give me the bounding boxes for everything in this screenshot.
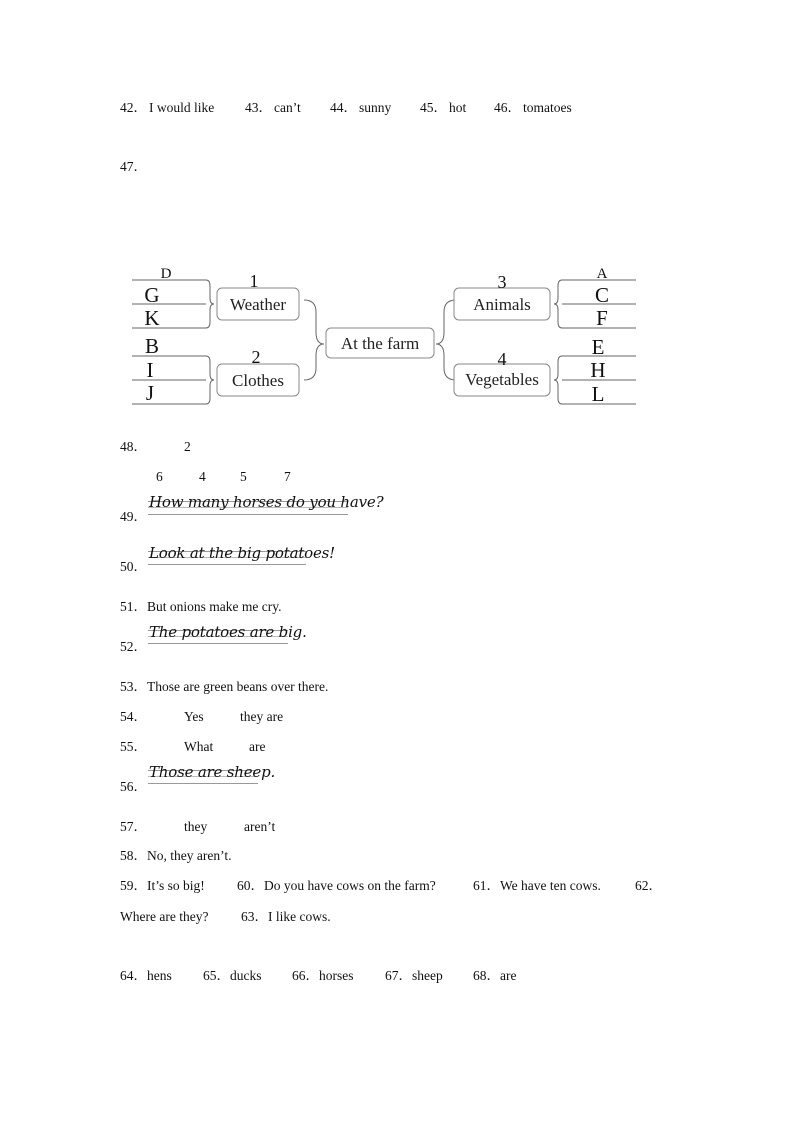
q54-answer-1: Yes (184, 709, 204, 724)
q58-answer: 58．No, they aren’t. (120, 848, 232, 863)
letter-g: G (144, 283, 160, 307)
q55-answer-2: are (249, 739, 266, 754)
q44-number: 44． (330, 100, 357, 115)
farm-mind-map (120, 260, 650, 415)
q45-number: 45． (420, 100, 447, 115)
q65-answer: 65．ducks (203, 968, 262, 983)
q48-answer-5: 7 (284, 469, 291, 484)
animals-label: Animals (473, 295, 531, 314)
q55-number: 55． (120, 739, 147, 754)
q61-answer: 61．We have ten cows. (473, 878, 601, 893)
q60-answer: 60．Do you have cows on the farm? (237, 878, 436, 893)
q49-number: 49． (120, 509, 147, 524)
letter-b: B (144, 334, 160, 358)
q44-answer: sunny (359, 100, 392, 115)
q46-number: 46． (494, 100, 521, 115)
letter-c: C (594, 283, 610, 307)
letter-i: I (146, 358, 154, 382)
q59-answer: 59．It’s so big! (120, 878, 205, 893)
q54-number: 54． (120, 709, 147, 724)
number-3: 3 (497, 272, 507, 292)
q42-answer: I would like (149, 100, 215, 115)
q48-answer-3: 4 (199, 469, 206, 484)
q62-answer: Where are they? (120, 909, 209, 924)
clothes-label: Clothes (232, 371, 284, 390)
vegetables-label: Vegetables (465, 370, 539, 389)
number-2: 2 (251, 347, 261, 367)
q55-answer-1: What (184, 739, 214, 754)
q57-answer-2: aren’t (244, 819, 276, 834)
q48-number: 48． (120, 439, 147, 454)
letter-d: D (160, 266, 172, 282)
q49-answer: How many horses do you have? (149, 493, 384, 511)
q43-number: 43． (245, 100, 272, 115)
q48-answer-4: 5 (240, 469, 247, 484)
q52-number: 52． (120, 639, 147, 654)
q56-answer: Those are sheep. (149, 763, 276, 781)
letter-l: L (591, 382, 605, 406)
q47-number: 47． (120, 159, 147, 174)
q45-answer: hot (449, 100, 467, 115)
weather-label: Weather (229, 295, 287, 314)
q57-answer-1: they (184, 819, 208, 834)
q46-answer: tomatoes (523, 100, 572, 115)
q48-answer-1: 2 (184, 439, 191, 454)
letter-f: F (596, 306, 608, 330)
q63-answer: 63．I like cows. (241, 909, 331, 924)
q57-number: 57． (120, 819, 147, 834)
q50-answer: Look at the big potatoes! (149, 544, 335, 562)
letter-k: K (144, 306, 160, 330)
q64-answer: 64．hens (120, 968, 172, 983)
q67-answer: 67．sheep (385, 968, 443, 983)
q50-number: 50． (120, 559, 147, 574)
q52-answer: The potatoes are big. (149, 623, 307, 641)
q43-answer: can’t (274, 100, 301, 115)
letter-a: A (596, 266, 608, 282)
letter-h: H (590, 358, 606, 382)
q42-number: 42． (120, 100, 147, 115)
letter-e: E (591, 335, 605, 359)
letter-j: J (145, 381, 155, 405)
q54-answer-2: they are (240, 709, 284, 724)
center-label: At the farm (340, 334, 420, 353)
q51-answer: 51．But onions make me cry. (120, 599, 282, 614)
q68-answer: 68．are (473, 968, 517, 983)
q48-answer-2: 6 (156, 469, 163, 484)
q56-number: 56． (120, 779, 147, 794)
q53-answer: 53．Those are green beans over there. (120, 679, 329, 694)
q66-answer: 66．horses (292, 968, 354, 983)
number-1: 1 (249, 271, 259, 291)
q62-number: 62． (635, 878, 662, 893)
number-4: 4 (497, 349, 507, 369)
